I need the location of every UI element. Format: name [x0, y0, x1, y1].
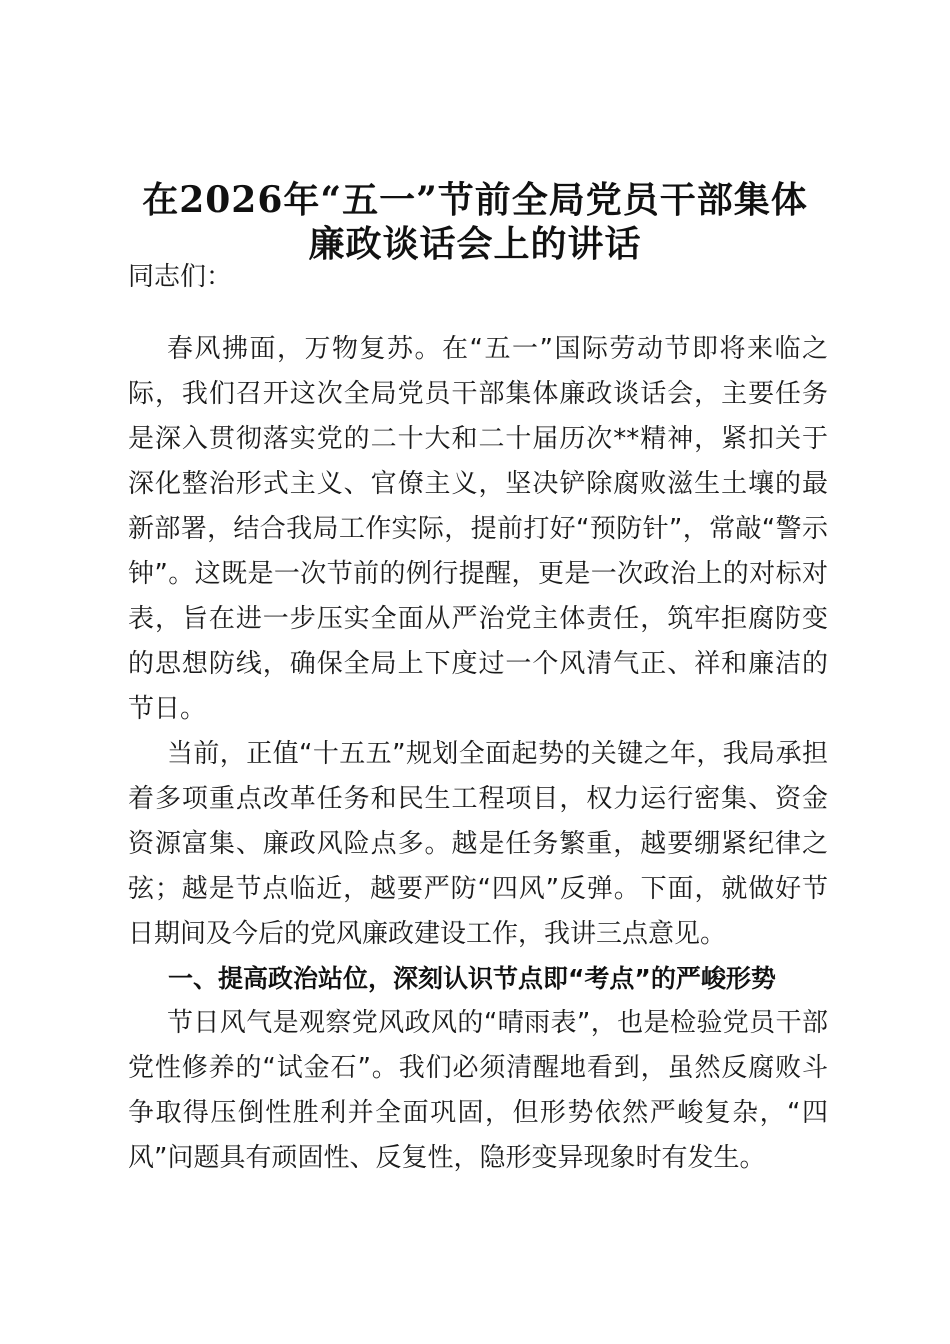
section-heading-1: 一、提高政治站位，深刻认识节点即“考点”的严峻形势 [168, 964, 776, 993]
document-title-line-1: 在2026年“五一”节前全局党员干部集体 [142, 179, 808, 221]
salutation: 同志们： [128, 262, 233, 292]
document-title-line-2: 廉政谈话会上的讲话 [308, 223, 642, 265]
paragraph-opening: 春风拂面，万物复苏。在“五一”国际劳动节即将来临之际，我们召开这次全局党员干部集体廉政谈话会，主要任务是深入贯彻落实党的二十大和二十届历次**精神，紧扣关于深化整治形式主义、官僚主义，坚决铲除腐败滋生土壤的最新部署，结合我局工作实际，提前打好“预防针”，常敲“警示钟”。这既是一次节前的例行提醒，更是一次政治上的对标对表，旨在进一步压实全面从严治党主体责任，筑牢拒腐防变的思想防线，确保全局上下度过一个风清气正、祥和廉洁的节日。 [128, 334, 828, 724]
paragraph-section-1: 节日风气是观察党风政风的“晴雨表”，也是检验党员干部党性修养的“试金石”。我们必须清醒地看到，虽然反腐败斗争取得压倒性胜利并全面巩固，但形势依然严峻复杂，“四风”问题具有顽固性、反复性，隐形变异现象时有发生。 [128, 1008, 828, 1173]
paragraph-situation: 当前，正值“十五五”规划全面起势的关键之年，我局承担着多项重点改革任务和民生工程项目，权力运行密集、资金资源富集、廉政风险点多。越是任务繁重，越要绷紧纪律之弦；越是节点临近，越要严防“四风”反弹。下面，就做好节日期间及今后的党风廉政建设工作，我讲三点意见。 [128, 739, 828, 949]
